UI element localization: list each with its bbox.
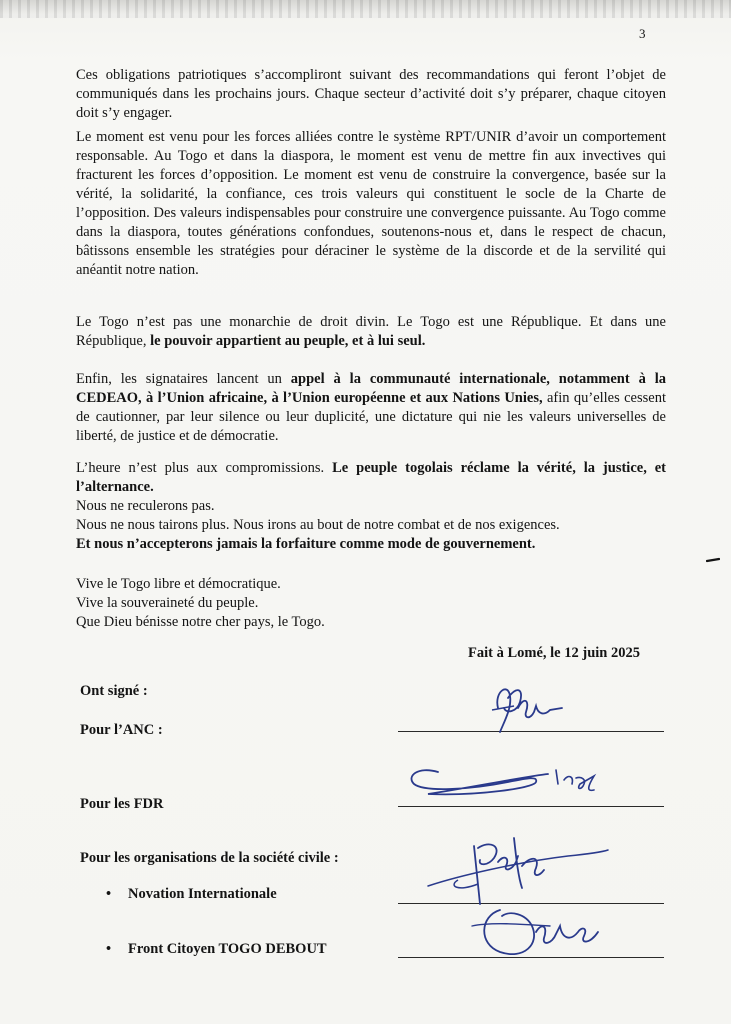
signature-anc bbox=[484, 678, 574, 738]
p5-line1-bold: Le peuple togolais réclame la vérité, la justice, et l’alternance. bbox=[76, 460, 666, 495]
paragraph-forces-alliees: Le moment est venu pour les forces alliées contre le système RPT/UNIR d’avoir un comportement responsable. Au Togo et dans la diaspora, le moment est venu de mettre fin aux invectives qui fracturent les forces d’opposition. Le moment est venu de construire la convergence, basée sur la vérité, la solidarité, la confiance, ces trois valeurs qui constituent le socle de la Charte de l’opposition. Des valeurs indispensables pour construire une convergence puissante. Au Togo comme dans la diaspora, toutes générations confondues, soutenons-nous et, dans le respect de chacun, bâtissons ensemble les stratégies pour déraciner le système de la discorde et de la servilité qui anéantit notre nation. bbox=[76, 129, 666, 278]
p5-line4: Et nous n’accepterons jamais la forfaiture comme mode de gouvernement. bbox=[76, 536, 536, 552]
paragraph-republique bbox=[76, 313, 666, 351]
p4-bold-text: appel à la communauté internationale, notamment à la CEDEAO, à l’Union africaine, à l’Union européenne et aux Nations Unies, bbox=[76, 371, 666, 406]
p6-line3: Que Dieu bénisse notre cher pays, le Togo. bbox=[76, 614, 325, 630]
p3-bold-text: le pouvoir appartient au peuple, et à lui seul. bbox=[150, 333, 426, 349]
p6-line1: Vive le Togo libre et démocratique. bbox=[76, 576, 281, 592]
paragraph-vive bbox=[76, 575, 666, 632]
p5-line3: Nous ne nous tairons plus. Nous irons au bout de notre combat et de nos exigences. bbox=[76, 517, 560, 533]
signature-fdr bbox=[398, 756, 628, 804]
org-name: Front Citoyen TOGO DEBOUT bbox=[128, 941, 327, 957]
paragraph-obligations: Ces obligations patriotiques s’accompliront suivant des recommandations qui feront l’objet de communiqués dans les prochains jours. Chaque secteur d’activité doit s’y préparer, chaque citoyen doit s’y engager. bbox=[76, 67, 666, 121]
scan-edge bbox=[0, 0, 731, 18]
p5-line1-text: L’heure n’est plus aux compromissions. bbox=[76, 460, 333, 476]
page-number: 3 bbox=[639, 26, 646, 41]
p3-text: Le Togo n’est pas une monarchie de droit divin. Le Togo est une République. Et dans une République, bbox=[76, 314, 666, 349]
org-item-front-citoyen bbox=[106, 941, 327, 958]
p5-line2: Nous ne reculerons pas. bbox=[76, 498, 215, 514]
p6-line2: Vive la souveraineté du peuple. bbox=[76, 595, 259, 611]
org-name: Novation Internationale bbox=[128, 886, 277, 902]
p5-line1 bbox=[76, 459, 666, 497]
pour-anc-label: Pour l’ANC : bbox=[80, 722, 163, 738]
signature-line-fdr bbox=[398, 806, 664, 807]
ont-signe-label: Ont signé : bbox=[80, 683, 148, 699]
signing-date: Fait à Lomé, le 12 juin 2025 bbox=[468, 645, 640, 661]
pour-fdr-label: Pour les FDR bbox=[80, 796, 164, 812]
signature-front-citoyen bbox=[470, 896, 610, 968]
org-item-novation bbox=[106, 886, 277, 903]
bullet-icon: • bbox=[106, 941, 112, 957]
paragraph-heure bbox=[76, 459, 666, 554]
pour-osc-label: Pour les organisations de la société civile : bbox=[80, 850, 339, 866]
p4-text-start: Enfin, les signataires lancent un bbox=[76, 371, 291, 387]
bullet-icon: • bbox=[106, 886, 112, 902]
ink-mark bbox=[706, 556, 720, 564]
p4-text-end: afin qu’elles cessent de cautionner, par leur silence ou leur duplicité, une dictature qui nie les valeurs universelles de liberté, de justice et de démocratie. bbox=[76, 390, 666, 444]
paragraph-appel bbox=[76, 370, 666, 446]
